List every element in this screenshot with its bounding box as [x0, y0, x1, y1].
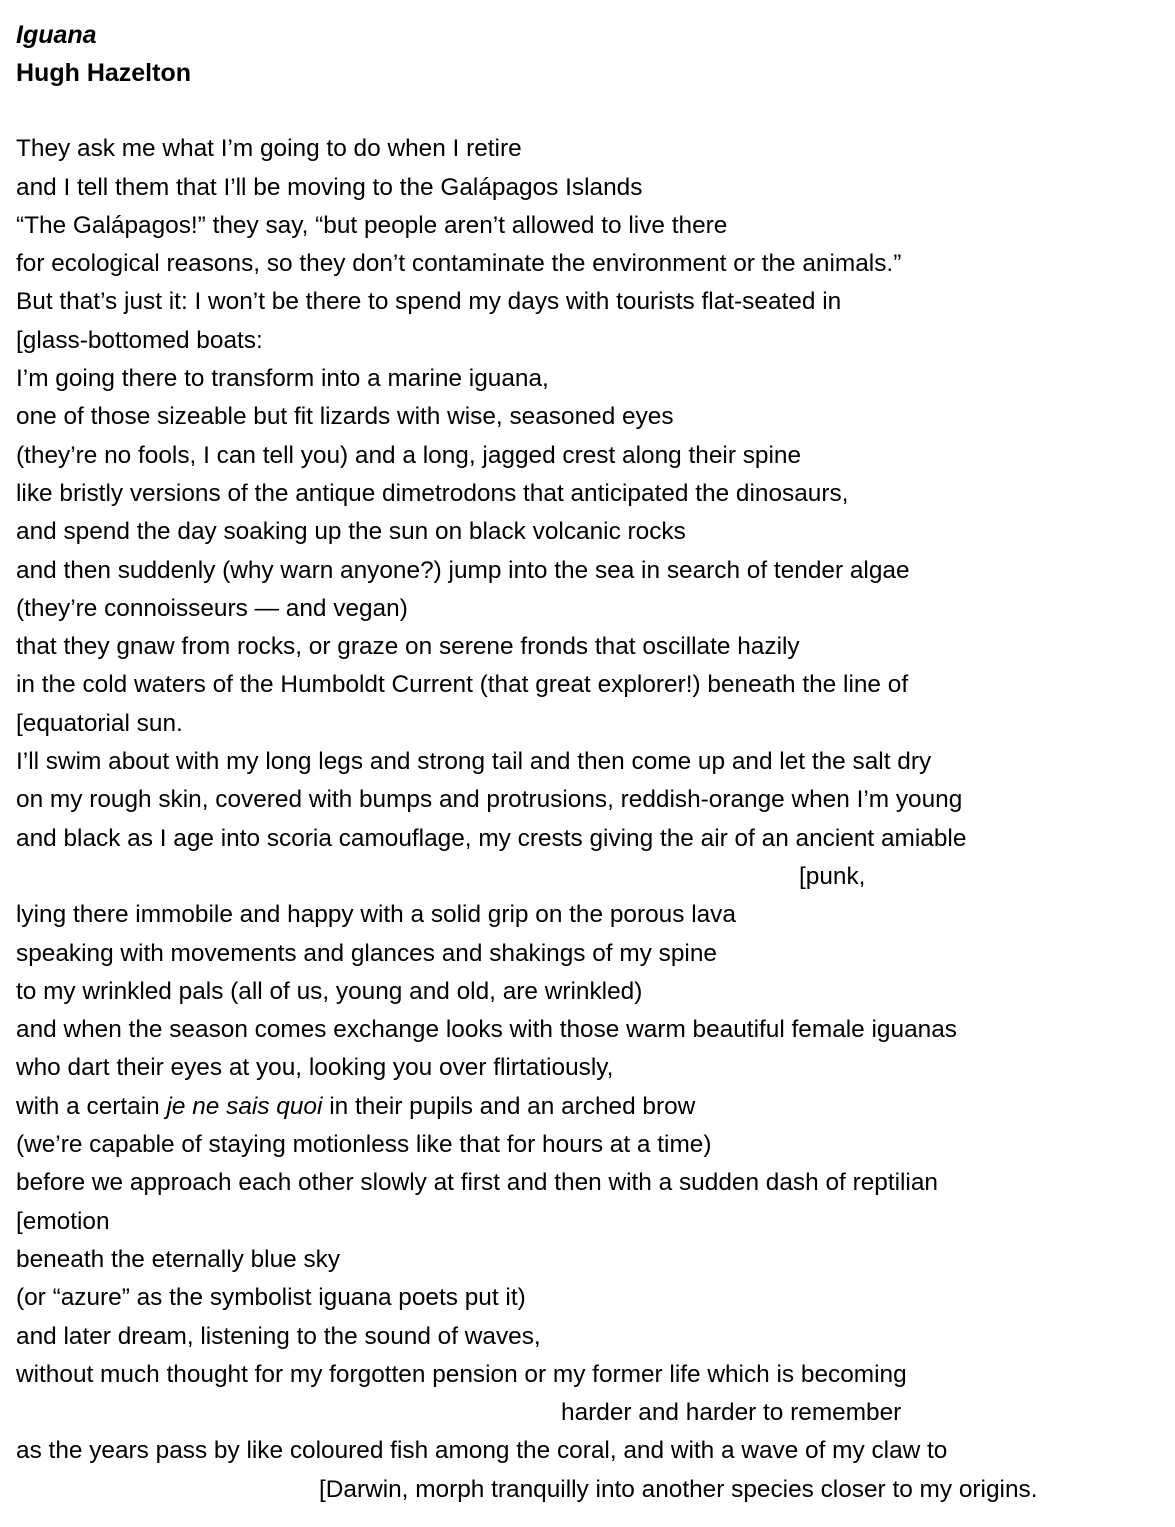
- poem-author: Hugh Hazelton: [16, 59, 191, 87]
- italic-phrase: je ne sais quoi: [166, 1092, 323, 1120]
- poem-line-text: in their pupils and an arched brow: [322, 1092, 696, 1120]
- poem-line: to my wrinkled pals (all of us, young and old, are wrinkled): [16, 977, 643, 1005]
- poem-line: and when the season comes exchange looks with those warm beautiful female iguanas: [16, 1016, 957, 1044]
- poem-line: in the cold waters of the Humboldt Current (that great explorer!) beneath the line of: [16, 671, 909, 699]
- poem-line: and spend the day soaking up the sun on black volcanic rocks: [16, 518, 686, 546]
- poem-line-continuation: harder and harder to remember: [561, 1399, 902, 1427]
- poem-line: and black as I age into scoria camouflage, my crests giving the air of an ancient amiable: [16, 824, 967, 852]
- poem-line: [16, 1088, 1171, 1126]
- poem-line-continuation: [Darwin, morph tranquilly into another species closer to my origins.: [319, 1475, 1038, 1503]
- poem-line: lying there immobile and happy with a solid grip on the porous lava: [16, 901, 736, 929]
- poem-line: But that’s just it: I won’t be there to spend my days with tourists flat-seated in: [16, 288, 842, 316]
- poem-title: Iguana: [16, 21, 97, 49]
- poem-line: without much thought for my forgotten pension or my former life which is becoming: [16, 1360, 907, 1388]
- poem-line: for ecological reasons, so they don’t contaminate the environment or the animals.”: [16, 250, 902, 278]
- poem-line: I’ll swim about with my long legs and strong tail and then come up and let the salt dry: [16, 748, 932, 776]
- poem-line: and later dream, listening to the sound of waves,: [16, 1322, 541, 1350]
- poem-line: that they gnaw from rocks, or graze on serene fronds that oscillate hazily: [16, 633, 800, 661]
- poem-line: They ask me what I’m going to do when I retire: [16, 135, 522, 163]
- poem-line: one of those sizeable but fit lizards with wise, seasoned eyes: [16, 403, 674, 431]
- poem-line: as the years pass by like coloured fish among the coral, and with a wave of my claw to: [16, 1437, 948, 1465]
- poem-line: and then suddenly (why warn anyone?) jump into the sea in search of tender algae: [16, 556, 910, 584]
- poem-line: (they’re no fools, I can tell you) and a long, jagged crest along their spine: [16, 441, 802, 469]
- poem-line-continuation: [emotion: [16, 1207, 110, 1235]
- poem-line-text: with a certain: [16, 1092, 167, 1120]
- poem-line: and I tell them that I’ll be moving to the Galápagos Islands: [16, 173, 643, 201]
- stanza-gap: [16, 92, 1171, 130]
- poem-line: speaking with movements and glances and shakings of my spine: [16, 939, 717, 967]
- poem-line: (or “azure” as the symbolist iguana poets put it): [16, 1284, 526, 1312]
- poem-line-continuation: [punk,: [799, 862, 866, 890]
- poem-line: I’m going there to transform into a marine iguana,: [16, 365, 549, 393]
- poem-line: who dart their eyes at you, looking you over flirtatiously,: [16, 1054, 614, 1082]
- poem-line: before we approach each other slowly at first and then with a sudden dash of reptilian: [16, 1169, 938, 1197]
- poem-page: [16, 16, 1171, 1509]
- poem-line: (we’re capable of staying motionless like that for hours at a time): [16, 1131, 712, 1159]
- poem-line: on my rough skin, covered with bumps and protrusions, reddish-orange when I’m young: [16, 786, 963, 814]
- poem-line: “The Galápagos!” they say, “but people aren’t allowed to live there: [16, 211, 728, 239]
- poem-line-continuation: [glass-bottomed boats:: [16, 326, 263, 354]
- poem-line: beneath the eternally blue sky: [16, 1245, 341, 1273]
- poem-line-continuation: [equatorial sun.: [16, 709, 183, 737]
- poem-line: (they’re connoisseurs — and vegan): [16, 594, 408, 622]
- poem-body: [16, 130, 1171, 1509]
- poem-line: like bristly versions of the antique dimetrodons that anticipated the dinosaurs,: [16, 479, 849, 507]
